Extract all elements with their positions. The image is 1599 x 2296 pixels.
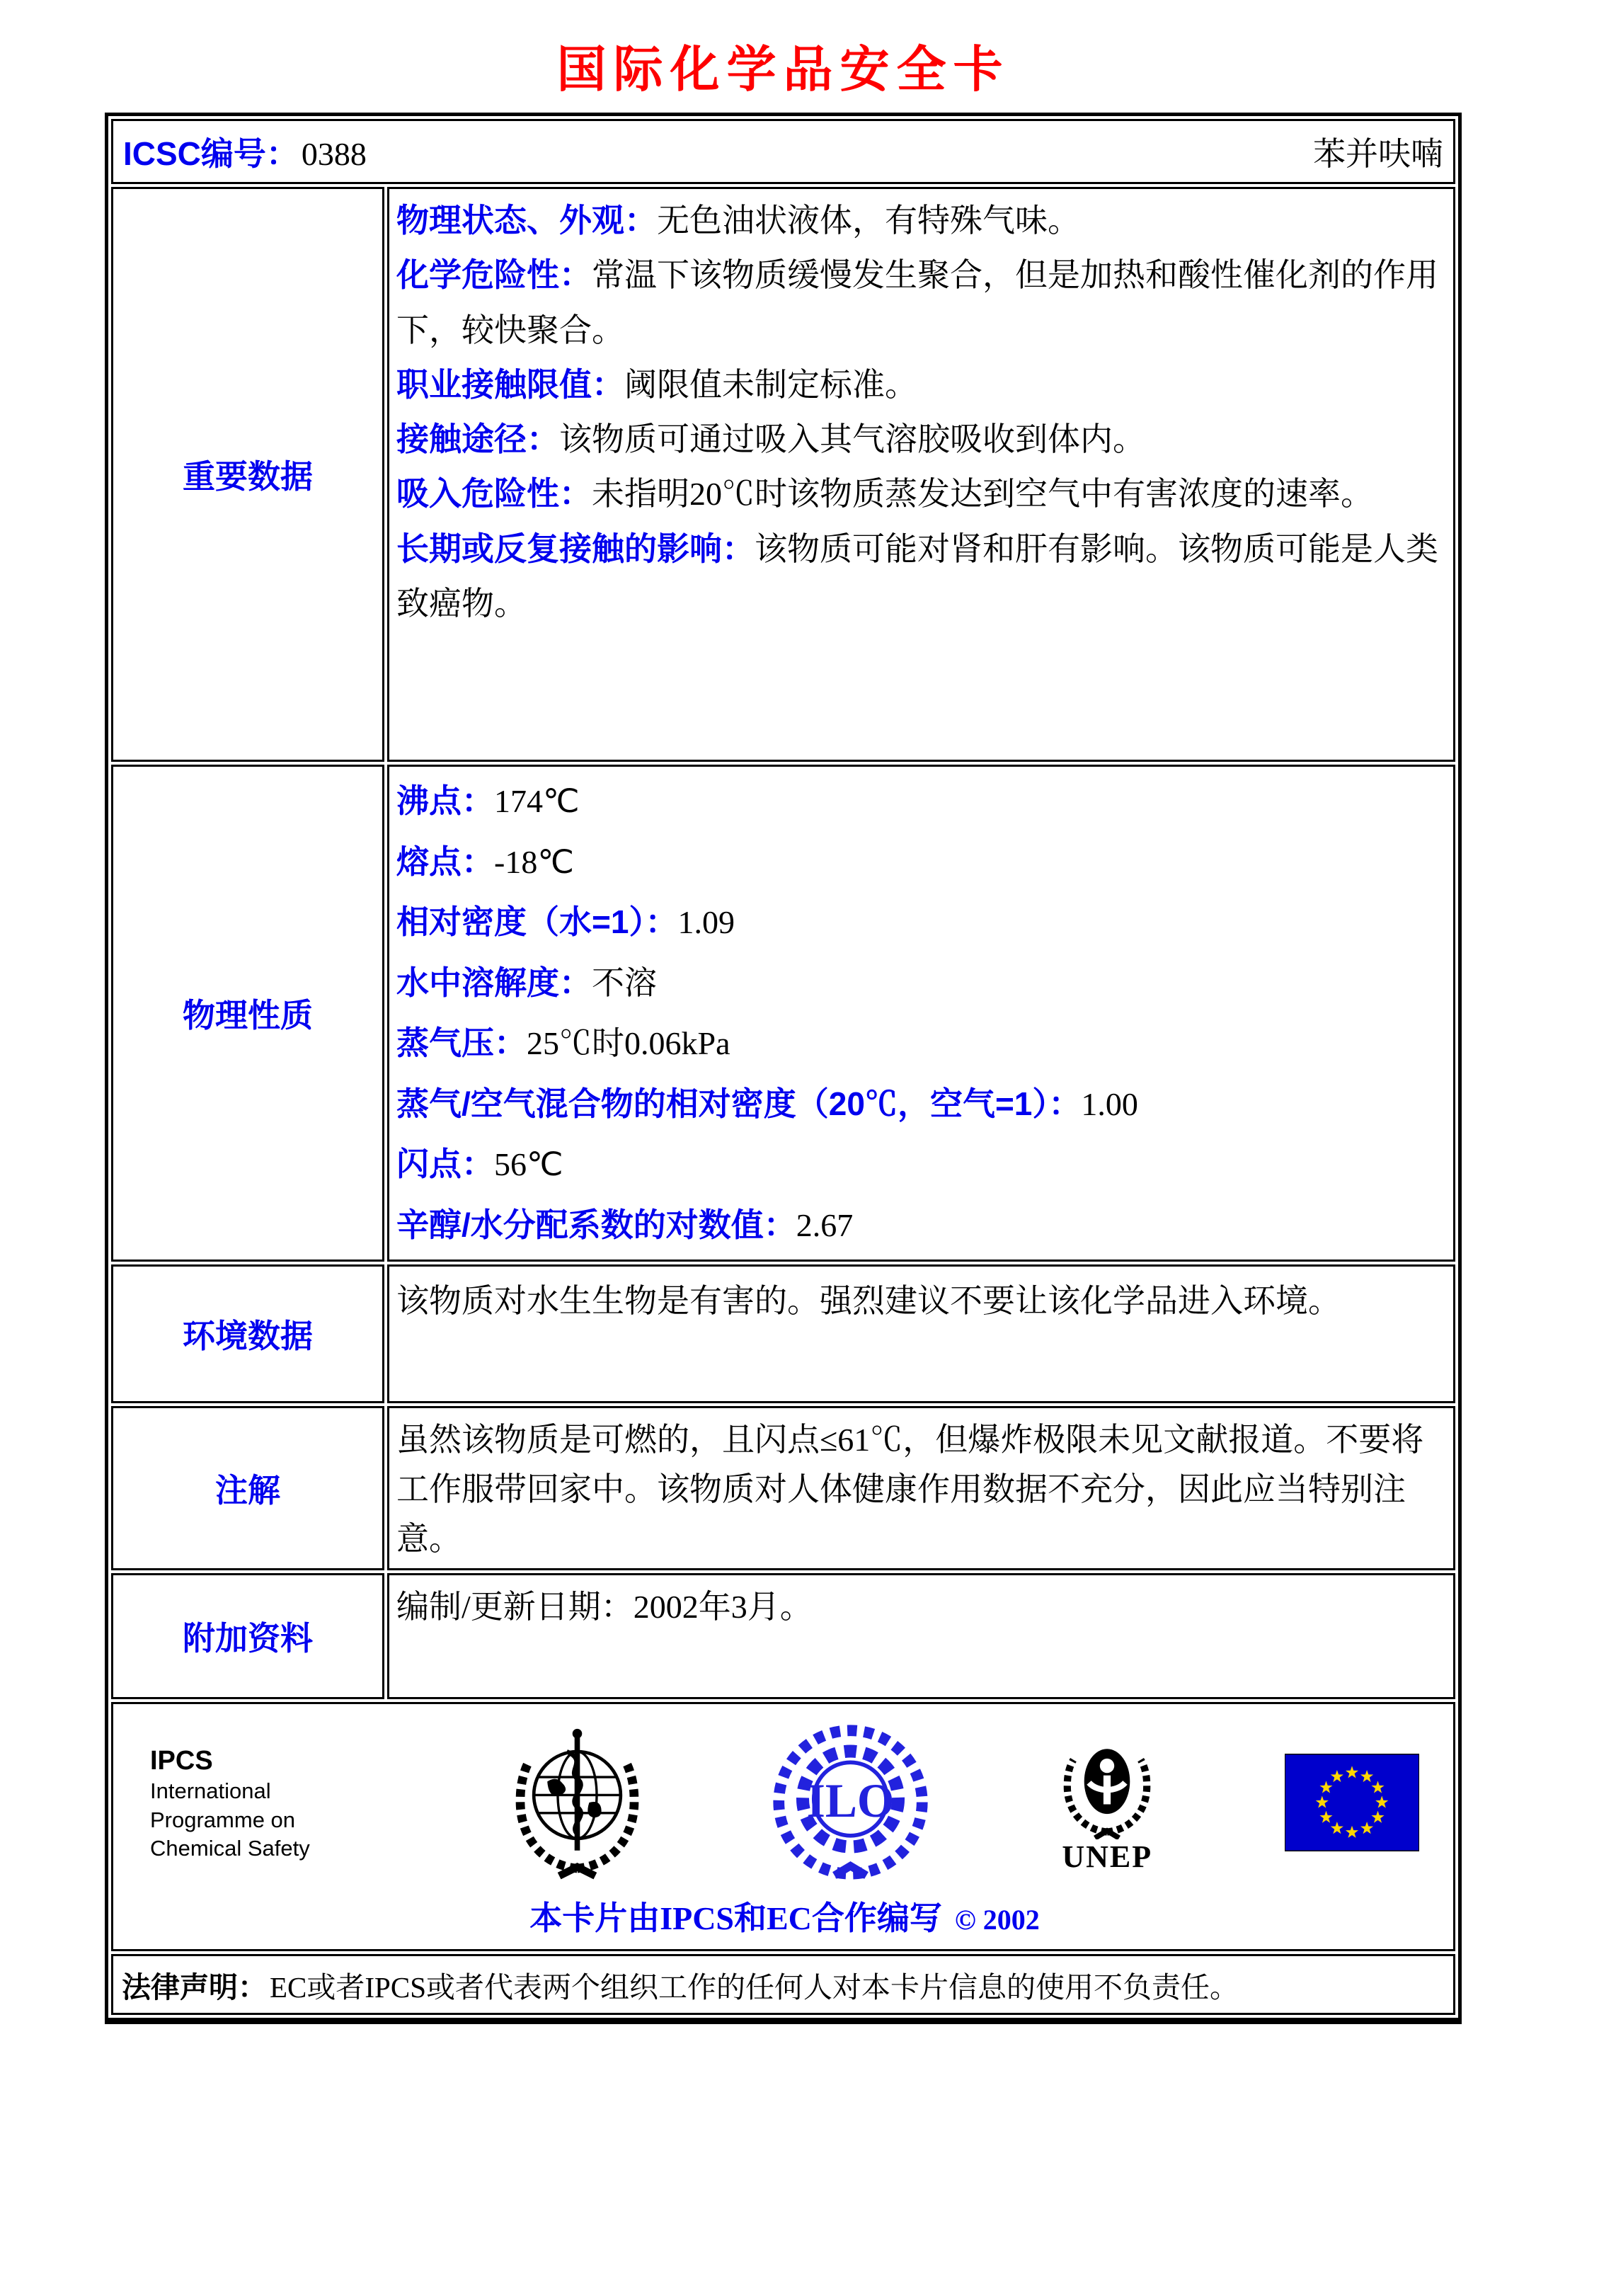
field-value: 该物质可通过吸入其气溶胶吸收到体内。	[559, 421, 1145, 458]
field-value: 未指明20℃时该物质蒸发达到空气中有害浓度的速率。	[592, 476, 1373, 513]
field-value: -18℃	[494, 843, 574, 880]
header-row	[111, 119, 1455, 184]
ipcs-text-block	[150, 1745, 384, 1863]
field-label: 接触途径：	[396, 421, 559, 458]
field-label: 相对密度（水=1）：	[396, 903, 678, 941]
additional-info-row	[111, 1573, 1455, 1699]
important-data-row	[111, 187, 1455, 762]
eu-flag-icon	[1285, 1754, 1419, 1855]
field-value: 常温下该物质缓慢发生聚合，但是加热和酸性催化剂的作用下，较快聚合。	[396, 257, 1438, 348]
important-data-content	[387, 187, 1455, 762]
field-value: 1.09	[677, 904, 735, 941]
field-value: 阈限值未制定标准。	[624, 366, 917, 403]
notes-text: 虽然该物质是可燃的，且闪点≤61℃，但爆炸极限未见文献报道。不要将工作服带回家中。该物质对人体健康作用数据不充分，因此应当特别注意。	[396, 1422, 1424, 1558]
field-boiling-point	[396, 771, 1443, 832]
field-value: 174℃	[494, 783, 580, 819]
icsc-document-page	[0, 30, 1599, 2296]
physical-properties-label-cell	[111, 765, 384, 1262]
field-value: 无色油状液体，有特殊气味。	[657, 202, 1080, 239]
chemical-name: 苯并呋喃	[1313, 136, 1443, 172]
icsc-card	[105, 113, 1462, 2024]
attribution-text: 本卡片由IPCS和EC合作编写	[529, 1900, 942, 1937]
field-long-term-effects	[396, 522, 1443, 632]
section-label-notes: 注解	[215, 1472, 280, 1509]
field-value: 25℃时0.06kPa	[527, 1025, 730, 1062]
field-exposure-limit	[396, 358, 1443, 412]
notes-row	[111, 1406, 1455, 1570]
icsc-number-label: ICSC编号：	[123, 135, 299, 172]
field-octanol-water	[396, 1195, 1443, 1256]
field-label: 蒸气/空气混合物的相对密度（20℃，空气=1）：	[396, 1085, 1082, 1122]
field-label: 长期或反复接触的影响：	[396, 530, 755, 567]
field-value: 该物质可能对肾和肝有影响。该物质可能是人类致癌物。	[396, 530, 1438, 622]
header-cell	[111, 119, 1455, 184]
svg-text:ILO: ILO	[806, 1774, 894, 1827]
field-water-solubility	[396, 953, 1443, 1014]
field-relative-density	[396, 892, 1443, 953]
environmental-data-label-cell	[111, 1264, 384, 1403]
field-value: 1.00	[1081, 1085, 1138, 1122]
section-label-important-data: 重要数据	[183, 458, 313, 495]
field-label: 熔点：	[396, 843, 494, 880]
field-value: 2002年3月。	[633, 1589, 813, 1626]
field-label: 水中溶解度：	[396, 964, 592, 1001]
field-label: 职业接触限值：	[396, 365, 624, 403]
environmental-data-row	[111, 1264, 1455, 1403]
icsc-number	[123, 128, 367, 175]
copyright-text: © 2002	[954, 1904, 1040, 1936]
logos-cell	[111, 1702, 1455, 1951]
field-physical-state	[396, 193, 1443, 248]
logos-row	[111, 1702, 1455, 1951]
field-inhalation-risk	[396, 467, 1443, 521]
ilo-logo-icon	[771, 1723, 930, 1885]
section-label-additional-info: 附加资料	[183, 1620, 313, 1657]
field-melting-point	[396, 832, 1443, 893]
field-value: 56℃	[494, 1146, 563, 1183]
field-label: 化学危险性：	[396, 256, 592, 294]
unep-label: UNEP	[1062, 1839, 1153, 1875]
icsc-table	[108, 116, 1458, 2018]
environmental-data-content	[387, 1264, 1455, 1403]
field-exposure-route	[396, 412, 1443, 467]
field-label: 吸入危险性：	[396, 475, 592, 513]
legal-row	[111, 1954, 1455, 2015]
ipcs-title: IPCS	[150, 1745, 213, 1776]
notes-content	[387, 1406, 1455, 1570]
legal-cell	[111, 1954, 1455, 2015]
field-value: 不溶	[592, 964, 657, 1001]
field-value: 2.67	[796, 1206, 854, 1243]
field-label: 辛醇/水分配系数的对数值：	[396, 1206, 796, 1243]
icsc-number-value: 0388	[301, 136, 367, 172]
field-label: 闪点：	[396, 1146, 494, 1183]
section-label-environmental-data: 环境数据	[183, 1318, 313, 1355]
field-label: 编制/更新日期：	[396, 1589, 634, 1626]
field-label: 沸点：	[396, 782, 494, 819]
important-data-label-cell	[111, 187, 384, 762]
unep-logo-block	[1047, 1733, 1167, 1875]
ipcs-subtitle-line2: Programme on	[150, 1807, 296, 1832]
ipcs-subtitle-line1: International	[150, 1778, 271, 1804]
field-vapor-air-density	[396, 1074, 1443, 1135]
additional-info-label-cell	[111, 1573, 384, 1699]
field-label: 物理状态、外观：	[396, 202, 657, 239]
who-logo-icon	[501, 1725, 653, 1884]
notes-label-cell	[111, 1406, 384, 1570]
field-vapor-pressure	[396, 1013, 1443, 1074]
physical-properties-content	[387, 765, 1455, 1262]
field-chemical-danger	[396, 248, 1443, 358]
field-label: 蒸气压：	[396, 1024, 527, 1062]
field-update-date	[396, 1580, 1443, 1634]
ipcs-subtitle-line3: Chemical Safety	[150, 1836, 310, 1861]
page-title: 国际化学品安全卡	[556, 43, 1010, 98]
legal-label: 法律声明：	[122, 1970, 267, 2004]
physical-properties-row	[111, 765, 1455, 1262]
legal-text: EC或者IPCS或者代表两个组织工作的任何人对本卡片信息的使用不负责任。	[270, 1970, 1239, 2004]
section-label-physical-properties: 物理性质	[183, 997, 313, 1034]
additional-info-content	[387, 1573, 1455, 1699]
attribution-line	[150, 1892, 1419, 1939]
field-flash-point	[396, 1134, 1443, 1195]
environmental-data-text: 该物质对水生生物是有害的。强烈建议不要让该化学品进入环境。	[396, 1283, 1341, 1320]
